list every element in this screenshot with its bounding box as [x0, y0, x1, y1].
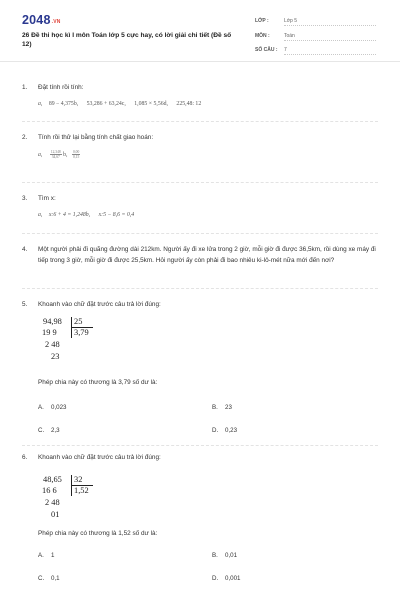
division-step-1: 19 9 [42, 328, 57, 337]
q3-items [38, 212, 134, 218]
division-step-2: 2 48 [45, 340, 60, 349]
question-5 [22, 300, 382, 311]
option-label: C. [38, 575, 45, 582]
q2-fraction-a: $\frac{12,348}{34,67}$ [50, 150, 61, 160]
q3-item-a: x:6 + 4 = 1,248b, [48, 212, 91, 218]
q5-option-c[interactable] [38, 427, 60, 434]
dividend: 94,98 [43, 317, 62, 326]
remainder: 01 [51, 510, 60, 519]
division-line [71, 485, 93, 486]
divisor: 25 [74, 317, 83, 326]
q1-item-b: 53,286 + 63,24c, [86, 101, 126, 107]
divider [22, 288, 378, 289]
division-step-2: 2 48 [45, 498, 60, 507]
question-1 [22, 83, 382, 94]
q6-option-d[interactable] [212, 575, 240, 582]
q6-long-division [42, 474, 112, 532]
q1-item-c: 1,085 × 5,56d, [134, 101, 168, 107]
q2-fraction-b: $\frac{0,00}{0,15}$ [72, 150, 80, 160]
question-text: Khoanh vào chữ đặt trước câu trả lời đúng: [38, 301, 161, 308]
q6-option-b[interactable] [212, 552, 237, 559]
document-header [0, 0, 400, 62]
question-number: 4. [22, 246, 28, 253]
division-line [71, 327, 93, 328]
divider [22, 182, 378, 183]
divider [22, 445, 378, 446]
option-label: A. [38, 404, 44, 411]
question-number: 1. [22, 84, 28, 91]
option-label: B. [212, 552, 218, 559]
option-value: 1 [51, 552, 55, 559]
option-value: 0,01 [225, 552, 238, 559]
q6-option-a[interactable] [38, 552, 54, 559]
question-text: Một người phải đi quãng đường dài 212km. Người ấy đi xe lửa trong 2 giờ, mỗi giờ đi được 36,5km, rồi dùng xe máy đi tiếp trong 3 giờ, mỗi giờ đi được 25,5km. Hỏi người ấy còn phải đi bao nhiêu ki-lô-mét nữa mới đến nơi? [38, 246, 376, 264]
option-label: C. [38, 427, 45, 434]
option-value: 2,3 [51, 427, 60, 434]
q5-option-a[interactable] [38, 404, 66, 411]
q2-label: a, [38, 152, 43, 159]
divider [22, 121, 378, 122]
q1-label: a, [38, 101, 43, 107]
site-logo[interactable] [22, 13, 61, 27]
q3-label: a, [38, 212, 43, 218]
q3-item-b: x:5 − 8,6 = 0,4 [98, 212, 135, 218]
quotient: 1,52 [74, 486, 89, 495]
option-value: 0,023 [51, 404, 67, 411]
q5-option-d[interactable] [212, 427, 237, 434]
option-value: 0,001 [225, 575, 241, 582]
q6-option-c[interactable] [38, 575, 60, 582]
question-text: Khoanh vào chữ đặt trước câu trả lời đúng: [38, 454, 161, 461]
question-number: 6. [22, 454, 28, 461]
question-2 [22, 133, 382, 144]
q2-items [38, 150, 80, 160]
q6-prompt: Phép chia này có thương là 1,52 số dư là: [38, 530, 158, 537]
field-value-count: 7 [284, 47, 376, 55]
question-6 [22, 453, 382, 464]
q1-item-d: 225,48: 12 [176, 101, 202, 107]
quotient: 3,79 [74, 328, 89, 337]
field-label-subject: MÔN : [255, 33, 270, 39]
field-value-class: Lớp 5 [284, 18, 376, 26]
q5-long-division [42, 316, 112, 374]
question-4 [22, 245, 380, 266]
q2-mid-label: b, [63, 152, 68, 159]
question-text: Tìm x: [38, 195, 56, 202]
question-number: 5. [22, 301, 28, 308]
option-label: D. [212, 427, 219, 434]
logo-text: 2048 [22, 13, 51, 27]
option-label: A. [38, 552, 44, 559]
document-title: 26 Đề thi học kì I môn Toán lớp 5 cực hay, có lời giải chi tiết (Đề số 12) [22, 32, 232, 48]
option-label: D. [212, 575, 219, 582]
field-label-count: SỐ CÂU : [255, 47, 278, 53]
divider [22, 233, 378, 234]
option-value: 23 [225, 404, 232, 411]
option-label: B. [212, 404, 218, 411]
q1-items [38, 101, 201, 107]
question-text: Đặt tính rồi tính: [38, 84, 84, 91]
logo-suffix: .VN [51, 19, 61, 25]
q1-item-a: 89 − 4,375b, [48, 101, 79, 107]
question-text: Tính rồi thử lại bằng tính chất giao hoán: [38, 134, 154, 141]
question-number: 3. [22, 195, 28, 202]
question-number: 2. [22, 134, 28, 141]
field-value-subject: Toán [284, 33, 376, 41]
option-value: 0,23 [225, 427, 238, 434]
question-3 [22, 194, 382, 205]
field-label-class: LỚP : [255, 18, 269, 24]
option-value: 0,1 [51, 575, 60, 582]
division-step-1: 16 6 [42, 486, 57, 495]
q5-prompt: Phép chia này có thương là 3,79 số dư là: [38, 379, 158, 386]
remainder: 23 [51, 352, 60, 361]
divisor: 32 [74, 475, 83, 484]
q5-option-b[interactable] [212, 404, 232, 411]
dividend: 48,65 [43, 475, 62, 484]
